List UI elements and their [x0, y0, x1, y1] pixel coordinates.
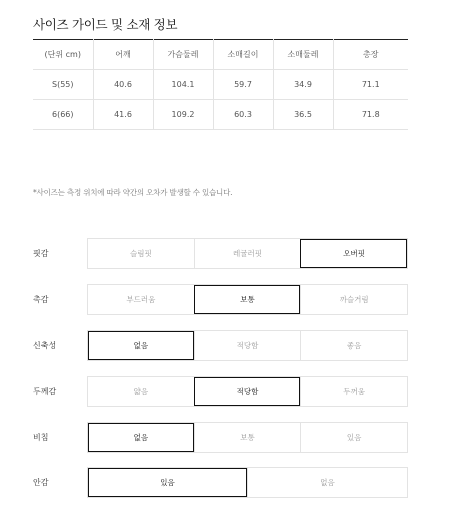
option-none[interactable]: 없음 [88, 331, 194, 360]
option-over-fit[interactable]: 오버핏 [300, 239, 407, 268]
table-cell: 41.6 [93, 100, 153, 130]
option-thick[interactable]: 두꺼움 [300, 377, 407, 406]
header-cell-shoulder: 어깨 [93, 40, 153, 70]
attribute-label: 핏감 [33, 249, 49, 258]
header-cell-sleeve-width: 소매둘레 [273, 40, 333, 70]
attribute-row-stretch [33, 330, 408, 361]
option-moderate[interactable]: 적당함 [194, 331, 301, 360]
option-moderate[interactable]: 적당함 [194, 377, 301, 406]
option-normal[interactable]: 보통 [194, 285, 301, 314]
table-cell: 59.7 [213, 70, 273, 100]
size-note: *사이즈는 측정 위치에 따라 약간의 오차가 발생할 수 있습니다. [33, 188, 233, 197]
option-none[interactable]: 없음 [88, 423, 194, 452]
option-none[interactable]: 없음 [247, 468, 407, 497]
table-row [33, 70, 408, 100]
table-cell: 71.8 [333, 100, 408, 130]
attribute-row-lining [33, 467, 408, 498]
table-cell: 109.2 [153, 100, 213, 130]
attribute-label: 안감 [33, 478, 49, 487]
option-soft[interactable]: 부드러움 [126, 295, 156, 304]
table-row [33, 100, 408, 130]
header-cell-total-length: 총장 [333, 40, 408, 70]
page-title: 사이즈 가이드 및 소재 정보 [33, 17, 178, 32]
attribute-label: 비침 [33, 433, 49, 442]
option-thin[interactable]: 얇음 [133, 387, 149, 396]
attribute-options [87, 422, 408, 453]
attribute-options [87, 330, 408, 361]
header-cell-unit: (단위 cm) [33, 40, 93, 70]
attribute-options [87, 376, 408, 407]
table-cell: 34.9 [273, 70, 333, 100]
option-normal[interactable]: 보통 [194, 423, 301, 452]
attribute-row-texture [33, 284, 408, 315]
attribute-options [87, 238, 408, 269]
option-present[interactable]: 있음 [88, 468, 247, 497]
table-cell: 36.5 [273, 100, 333, 130]
attribute-options [87, 467, 408, 498]
size-table [33, 39, 408, 130]
header-cell-chest: 가슴둘레 [153, 40, 213, 70]
size-table-header-row [33, 40, 408, 70]
option-rough[interactable]: 까슬거림 [300, 285, 407, 314]
table-cell: 60.3 [213, 100, 273, 130]
attribute-row-sheerness [33, 422, 408, 453]
table-cell: S(55) [33, 70, 93, 100]
attribute-label: 신축성 [33, 341, 57, 350]
option-regular-fit[interactable]: 레귤러핏 [194, 239, 301, 268]
table-cell: 40.6 [93, 70, 153, 100]
option-present[interactable]: 있음 [300, 423, 407, 452]
attribute-label: 촉감 [33, 295, 49, 304]
attribute-row-thickness [33, 376, 408, 407]
attribute-options [87, 284, 408, 315]
table-cell: 104.1 [153, 70, 213, 100]
header-cell-sleeve-length: 소매길이 [213, 40, 273, 70]
attribute-row-fit [33, 238, 408, 269]
table-cell: 71.1 [333, 70, 408, 100]
table-cell: 6(66) [33, 100, 93, 130]
option-slim-fit[interactable]: 슬림핏 [129, 249, 152, 258]
option-good[interactable]: 좋음 [300, 331, 407, 360]
attribute-label: 두께감 [33, 387, 57, 396]
